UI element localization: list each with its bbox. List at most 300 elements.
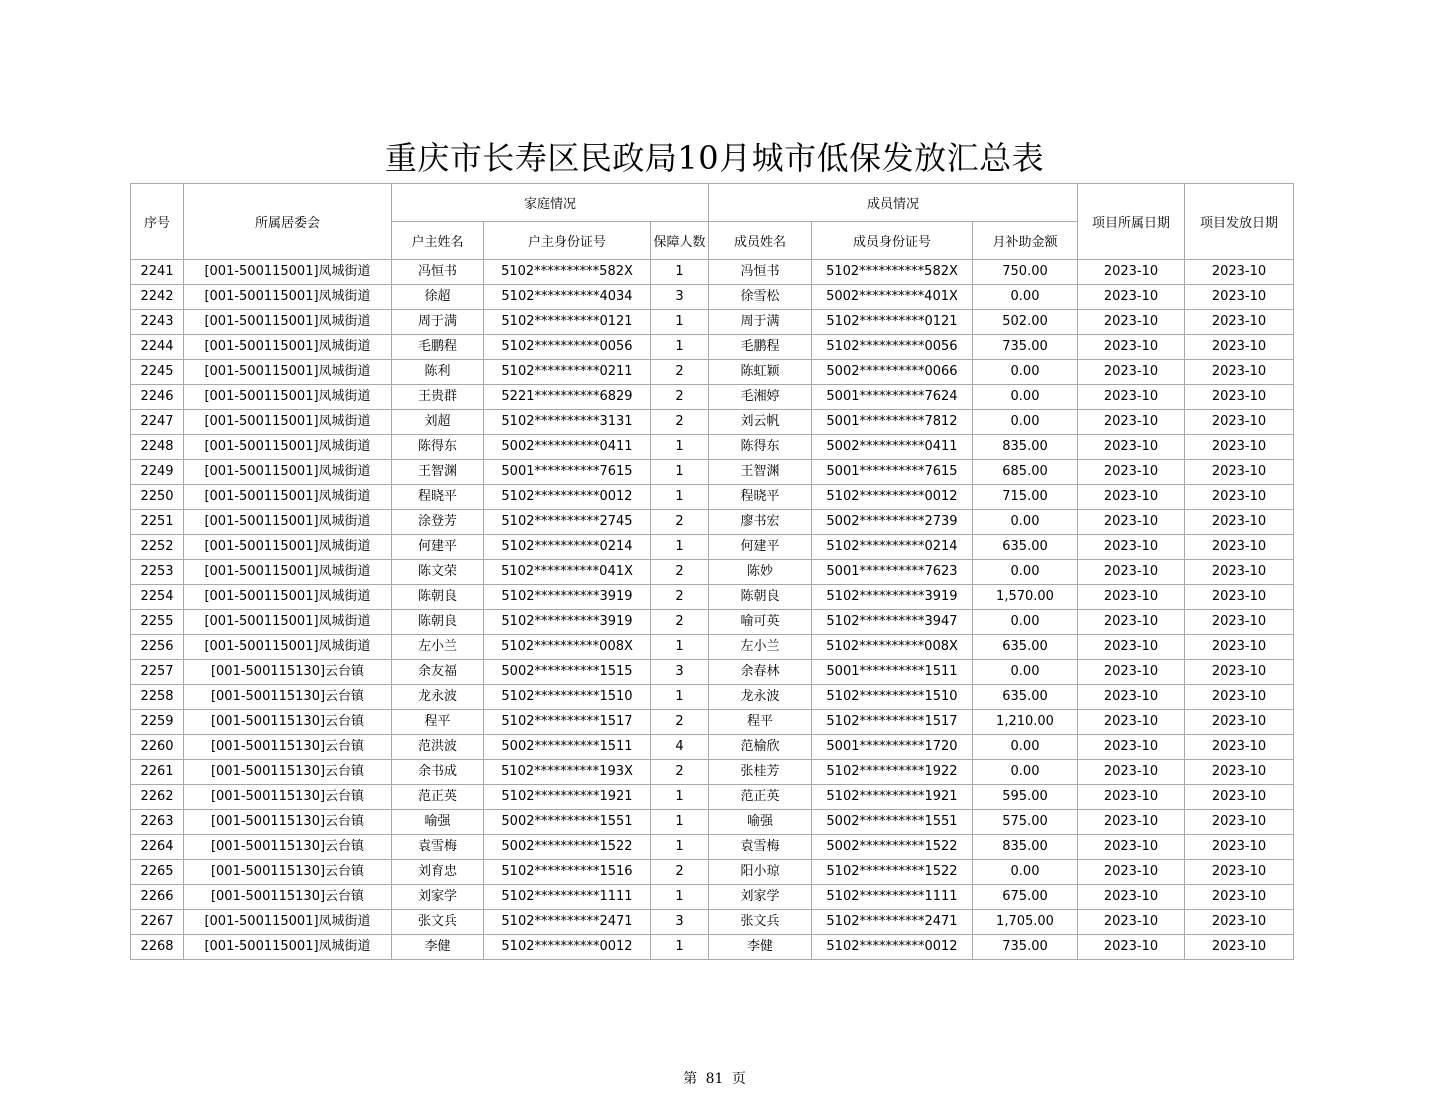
monthly-subsidy-cell: 1,705.00 [973, 910, 1078, 935]
member-name-cell: 冯恒书 [709, 260, 812, 285]
project-belong-date-cell: 2023-10 [1078, 685, 1185, 710]
committee-cell: [001-500115001]凤城街道 [184, 360, 392, 385]
head-name-cell: 陈文荣 [392, 560, 484, 585]
project-issue-date-cell: 2023-10 [1185, 360, 1294, 385]
head-id-cell: 5102**********2745 [484, 510, 651, 535]
header-seq: 序号 [131, 184, 184, 260]
member-id-cell: 5001**********7615 [812, 460, 973, 485]
project-issue-date-cell: 2023-10 [1185, 585, 1294, 610]
covered-count-cell: 2 [651, 385, 709, 410]
seq-cell: 2264 [131, 835, 184, 860]
head-id-cell: 5102**********0214 [484, 535, 651, 560]
head-name-cell: 范洪波 [392, 735, 484, 760]
project-issue-date-cell: 2023-10 [1185, 760, 1294, 785]
head-name-cell: 陈得东 [392, 435, 484, 460]
member-name-cell: 陈朝良 [709, 585, 812, 610]
covered-count-cell: 1 [651, 935, 709, 960]
project-belong-date-cell: 2023-10 [1078, 835, 1185, 860]
table-row [131, 760, 1294, 785]
monthly-subsidy-cell: 0.00 [973, 760, 1078, 785]
project-belong-date-cell: 2023-10 [1078, 635, 1185, 660]
head-name-cell: 陈朝良 [392, 610, 484, 635]
monthly-subsidy-cell: 735.00 [973, 335, 1078, 360]
header-committee: 所属居委会 [184, 184, 392, 260]
covered-count-cell: 1 [651, 460, 709, 485]
project-belong-date-cell: 2023-10 [1078, 535, 1185, 560]
project-issue-date-cell: 2023-10 [1185, 510, 1294, 535]
committee-cell: [001-500115001]凤城街道 [184, 510, 392, 535]
project-issue-date-cell: 2023-10 [1185, 385, 1294, 410]
head-id-cell: 5102**********3919 [484, 610, 651, 635]
member-id-cell: 5102**********0214 [812, 535, 973, 560]
seq-cell: 2263 [131, 810, 184, 835]
covered-count-cell: 1 [651, 535, 709, 560]
member-id-cell: 5102**********1522 [812, 860, 973, 885]
project-belong-date-cell: 2023-10 [1078, 510, 1185, 535]
committee-cell: [001-500115130]云台镇 [184, 810, 392, 835]
seq-cell: 2257 [131, 660, 184, 685]
header-member-group: 成员情况 [709, 184, 1078, 222]
seq-cell: 2258 [131, 685, 184, 710]
project-belong-date-cell: 2023-10 [1078, 860, 1185, 885]
member-name-cell: 张桂芳 [709, 760, 812, 785]
table-header [131, 184, 1294, 260]
project-belong-date-cell: 2023-10 [1078, 585, 1185, 610]
project-belong-date-cell: 2023-10 [1078, 710, 1185, 735]
member-id-cell: 5002**********2739 [812, 510, 973, 535]
seq-cell: 2245 [131, 360, 184, 385]
committee-cell: [001-500115130]云台镇 [184, 760, 392, 785]
seq-cell: 2260 [131, 735, 184, 760]
project-belong-date-cell: 2023-10 [1078, 460, 1185, 485]
project-issue-date-cell: 2023-10 [1185, 310, 1294, 335]
table-row [131, 535, 1294, 560]
monthly-subsidy-cell: 835.00 [973, 835, 1078, 860]
member-name-cell: 毛鹏程 [709, 335, 812, 360]
project-belong-date-cell: 2023-10 [1078, 735, 1185, 760]
seq-cell: 2252 [131, 535, 184, 560]
project-belong-date-cell: 2023-10 [1078, 885, 1185, 910]
head-id-cell: 5102**********041X [484, 560, 651, 585]
covered-count-cell: 1 [651, 310, 709, 335]
member-name-cell: 何建平 [709, 535, 812, 560]
head-id-cell: 5102**********582X [484, 260, 651, 285]
header-covered-count: 保障人数 [651, 222, 709, 260]
header-head-name: 户主姓名 [392, 222, 484, 260]
page-number: 第 81 页 [683, 1071, 746, 1087]
head-id-cell: 5102**********0012 [484, 935, 651, 960]
monthly-subsidy-cell: 0.00 [973, 285, 1078, 310]
covered-count-cell: 2 [651, 760, 709, 785]
project-issue-date-cell: 2023-10 [1185, 710, 1294, 735]
header-project-issue-date: 项目发放日期 [1185, 184, 1294, 260]
header-monthly-subsidy: 月补助金额 [973, 222, 1078, 260]
table-row [131, 835, 1294, 860]
covered-count-cell: 3 [651, 910, 709, 935]
monthly-subsidy-cell: 0.00 [973, 510, 1078, 535]
member-name-cell: 左小兰 [709, 635, 812, 660]
project-belong-date-cell: 2023-10 [1078, 935, 1185, 960]
committee-cell: [001-500115001]凤城街道 [184, 335, 392, 360]
project-issue-date-cell: 2023-10 [1185, 560, 1294, 585]
monthly-subsidy-cell: 635.00 [973, 535, 1078, 560]
committee-cell: [001-500115001]凤城街道 [184, 610, 392, 635]
member-id-cell: 5102**********2471 [812, 910, 973, 935]
table-row [131, 260, 1294, 285]
seq-cell: 2266 [131, 885, 184, 910]
committee-cell: [001-500115130]云台镇 [184, 885, 392, 910]
project-issue-date-cell: 2023-10 [1185, 685, 1294, 710]
committee-cell: [001-500115001]凤城街道 [184, 460, 392, 485]
member-id-cell: 5001**********1720 [812, 735, 973, 760]
head-name-cell: 喻强 [392, 810, 484, 835]
monthly-subsidy-cell: 835.00 [973, 435, 1078, 460]
committee-cell: [001-500115130]云台镇 [184, 660, 392, 685]
table-row [131, 885, 1294, 910]
head-name-cell: 涂登芳 [392, 510, 484, 535]
member-id-cell: 5102**********582X [812, 260, 973, 285]
covered-count-cell: 3 [651, 660, 709, 685]
member-name-cell: 廖书宏 [709, 510, 812, 535]
head-id-cell: 5002**********1511 [484, 735, 651, 760]
seq-cell: 2242 [131, 285, 184, 310]
seq-cell: 2268 [131, 935, 184, 960]
member-id-cell: 5002**********0411 [812, 435, 973, 460]
covered-count-cell: 2 [651, 710, 709, 735]
covered-count-cell: 2 [651, 560, 709, 585]
covered-count-cell: 1 [651, 335, 709, 360]
member-id-cell: 5102**********0012 [812, 485, 973, 510]
seq-cell: 2262 [131, 785, 184, 810]
seq-cell: 2244 [131, 335, 184, 360]
member-id-cell: 5001**********1511 [812, 660, 973, 685]
member-id-cell: 5002**********1522 [812, 835, 973, 860]
head-id-cell: 5102**********1517 [484, 710, 651, 735]
project-belong-date-cell: 2023-10 [1078, 435, 1185, 460]
table-row [131, 385, 1294, 410]
subsidy-summary-table [130, 183, 1294, 960]
project-belong-date-cell: 2023-10 [1078, 485, 1185, 510]
project-belong-date-cell: 2023-10 [1078, 260, 1185, 285]
covered-count-cell: 2 [651, 410, 709, 435]
committee-cell: [001-500115001]凤城街道 [184, 910, 392, 935]
member-name-cell: 李健 [709, 935, 812, 960]
covered-count-cell: 1 [651, 635, 709, 660]
head-name-cell: 周于满 [392, 310, 484, 335]
head-name-cell: 冯恒书 [392, 260, 484, 285]
table-row [131, 485, 1294, 510]
covered-count-cell: 1 [651, 685, 709, 710]
covered-count-cell: 2 [651, 510, 709, 535]
member-id-cell: 5102**********0056 [812, 335, 973, 360]
monthly-subsidy-cell: 735.00 [973, 935, 1078, 960]
project-belong-date-cell: 2023-10 [1078, 910, 1185, 935]
committee-cell: [001-500115001]凤城街道 [184, 635, 392, 660]
project-issue-date-cell: 2023-10 [1185, 610, 1294, 635]
project-issue-date-cell: 2023-10 [1185, 460, 1294, 485]
table-row [131, 335, 1294, 360]
head-name-cell: 徐超 [392, 285, 484, 310]
head-id-cell: 5102**********1921 [484, 785, 651, 810]
member-name-cell: 张文兵 [709, 910, 812, 935]
monthly-subsidy-cell: 0.00 [973, 360, 1078, 385]
table-row [131, 310, 1294, 335]
project-belong-date-cell: 2023-10 [1078, 360, 1185, 385]
project-belong-date-cell: 2023-10 [1078, 785, 1185, 810]
head-id-cell: 5102**********1516 [484, 860, 651, 885]
table-row [131, 735, 1294, 760]
member-id-cell: 5102**********1111 [812, 885, 973, 910]
member-id-cell: 5102**********1517 [812, 710, 973, 735]
member-id-cell: 5001**********7624 [812, 385, 973, 410]
member-id-cell: 5102**********1510 [812, 685, 973, 710]
page-title: 重庆市长寿区民政局10月城市低保发放汇总表 [384, 139, 1045, 177]
project-belong-date-cell: 2023-10 [1078, 760, 1185, 785]
monthly-subsidy-cell: 0.00 [973, 860, 1078, 885]
project-belong-date-cell: 2023-10 [1078, 660, 1185, 685]
seq-cell: 2255 [131, 610, 184, 635]
member-name-cell: 范正英 [709, 785, 812, 810]
monthly-subsidy-cell: 675.00 [973, 885, 1078, 910]
table-row [131, 435, 1294, 460]
head-id-cell: 5001**********7615 [484, 460, 651, 485]
monthly-subsidy-cell: 0.00 [973, 735, 1078, 760]
covered-count-cell: 4 [651, 735, 709, 760]
head-name-cell: 张文兵 [392, 910, 484, 935]
member-id-cell: 5102**********0121 [812, 310, 973, 335]
member-name-cell: 周于满 [709, 310, 812, 335]
table-row [131, 560, 1294, 585]
table-row [131, 910, 1294, 935]
project-issue-date-cell: 2023-10 [1185, 335, 1294, 360]
project-belong-date-cell: 2023-10 [1078, 810, 1185, 835]
project-belong-date-cell: 2023-10 [1078, 385, 1185, 410]
covered-count-cell: 1 [651, 260, 709, 285]
member-name-cell: 龙永波 [709, 685, 812, 710]
monthly-subsidy-cell: 685.00 [973, 460, 1078, 485]
member-id-cell: 5102**********1921 [812, 785, 973, 810]
table-row [131, 935, 1294, 960]
project-issue-date-cell: 2023-10 [1185, 635, 1294, 660]
member-name-cell: 喻可英 [709, 610, 812, 635]
covered-count-cell: 3 [651, 285, 709, 310]
committee-cell: [001-500115001]凤城街道 [184, 310, 392, 335]
table-row [131, 360, 1294, 385]
covered-count-cell: 1 [651, 835, 709, 860]
head-name-cell: 李健 [392, 935, 484, 960]
table-row [131, 660, 1294, 685]
member-name-cell: 刘家学 [709, 885, 812, 910]
member-name-cell: 王智渊 [709, 460, 812, 485]
monthly-subsidy-cell: 1,570.00 [973, 585, 1078, 610]
table-row [131, 810, 1294, 835]
committee-cell: [001-500115001]凤城街道 [184, 485, 392, 510]
project-issue-date-cell: 2023-10 [1185, 260, 1294, 285]
head-id-cell: 5002**********1551 [484, 810, 651, 835]
covered-count-cell: 2 [651, 860, 709, 885]
seq-cell: 2246 [131, 385, 184, 410]
project-belong-date-cell: 2023-10 [1078, 610, 1185, 635]
project-belong-date-cell: 2023-10 [1078, 285, 1185, 310]
project-issue-date-cell: 2023-10 [1185, 735, 1294, 760]
project-issue-date-cell: 2023-10 [1185, 660, 1294, 685]
committee-cell: [001-500115001]凤城街道 [184, 585, 392, 610]
table-row [131, 585, 1294, 610]
member-id-cell: 5102**********0012 [812, 935, 973, 960]
committee-cell: [001-500115130]云台镇 [184, 785, 392, 810]
committee-cell: [001-500115001]凤城街道 [184, 410, 392, 435]
member-id-cell: 5102**********3919 [812, 585, 973, 610]
committee-cell: [001-500115001]凤城街道 [184, 435, 392, 460]
project-issue-date-cell: 2023-10 [1185, 910, 1294, 935]
seq-cell: 2256 [131, 635, 184, 660]
member-name-cell: 袁雪梅 [709, 835, 812, 860]
seq-cell: 2254 [131, 585, 184, 610]
member-name-cell: 阳小琼 [709, 860, 812, 885]
member-id-cell: 5102**********3947 [812, 610, 973, 635]
head-name-cell: 范正英 [392, 785, 484, 810]
committee-cell: [001-500115001]凤城街道 [184, 385, 392, 410]
project-issue-date-cell: 2023-10 [1185, 860, 1294, 885]
monthly-subsidy-cell: 0.00 [973, 660, 1078, 685]
monthly-subsidy-cell: 0.00 [973, 385, 1078, 410]
table-row [131, 610, 1294, 635]
head-name-cell: 袁雪梅 [392, 835, 484, 860]
member-name-cell: 刘云帆 [709, 410, 812, 435]
covered-count-cell: 1 [651, 485, 709, 510]
head-name-cell: 何建平 [392, 535, 484, 560]
seq-cell: 2267 [131, 910, 184, 935]
monthly-subsidy-cell: 502.00 [973, 310, 1078, 335]
project-issue-date-cell: 2023-10 [1185, 410, 1294, 435]
covered-count-cell: 1 [651, 810, 709, 835]
seq-cell: 2243 [131, 310, 184, 335]
monthly-subsidy-cell: 1,210.00 [973, 710, 1078, 735]
seq-cell: 2247 [131, 410, 184, 435]
member-id-cell: 5002**********401X [812, 285, 973, 310]
seq-cell: 2253 [131, 560, 184, 585]
monthly-subsidy-cell: 0.00 [973, 410, 1078, 435]
table-row [131, 860, 1294, 885]
head-id-cell: 5102**********4034 [484, 285, 651, 310]
member-name-cell: 徐雪松 [709, 285, 812, 310]
head-id-cell: 5102**********008X [484, 635, 651, 660]
head-name-cell: 刘家学 [392, 885, 484, 910]
table-row [131, 710, 1294, 735]
covered-count-cell: 1 [651, 785, 709, 810]
project-issue-date-cell: 2023-10 [1185, 285, 1294, 310]
head-id-cell: 5002**********0411 [484, 435, 651, 460]
seq-cell: 2250 [131, 485, 184, 510]
covered-count-cell: 1 [651, 435, 709, 460]
member-name-cell: 程平 [709, 710, 812, 735]
project-issue-date-cell: 2023-10 [1185, 885, 1294, 910]
monthly-subsidy-cell: 715.00 [973, 485, 1078, 510]
table-row [131, 685, 1294, 710]
head-id-cell: 5002**********1515 [484, 660, 651, 685]
header-member-name: 成员姓名 [709, 222, 812, 260]
member-id-cell: 5102**********1922 [812, 760, 973, 785]
monthly-subsidy-cell: 635.00 [973, 685, 1078, 710]
project-issue-date-cell: 2023-10 [1185, 785, 1294, 810]
committee-cell: [001-500115130]云台镇 [184, 735, 392, 760]
project-issue-date-cell: 2023-10 [1185, 810, 1294, 835]
committee-cell: [001-500115130]云台镇 [184, 835, 392, 860]
covered-count-cell: 1 [651, 885, 709, 910]
head-name-cell: 左小兰 [392, 635, 484, 660]
monthly-subsidy-cell: 750.00 [973, 260, 1078, 285]
seq-cell: 2248 [131, 435, 184, 460]
project-belong-date-cell: 2023-10 [1078, 335, 1185, 360]
committee-cell: [001-500115001]凤城街道 [184, 285, 392, 310]
committee-cell: [001-500115130]云台镇 [184, 685, 392, 710]
project-issue-date-cell: 2023-10 [1185, 485, 1294, 510]
member-id-cell: 5002**********1551 [812, 810, 973, 835]
head-name-cell: 陈朝良 [392, 585, 484, 610]
table-row [131, 510, 1294, 535]
table-row [131, 785, 1294, 810]
project-belong-date-cell: 2023-10 [1078, 410, 1185, 435]
project-belong-date-cell: 2023-10 [1078, 560, 1185, 585]
covered-count-cell: 2 [651, 585, 709, 610]
header-family-group: 家庭情况 [392, 184, 709, 222]
header-project-belong-date: 项目所属日期 [1078, 184, 1185, 260]
member-id-cell: 5002**********0066 [812, 360, 973, 385]
seq-cell: 2241 [131, 260, 184, 285]
header-member-id: 成员身份证号 [812, 222, 973, 260]
monthly-subsidy-cell: 575.00 [973, 810, 1078, 835]
head-name-cell: 龙永波 [392, 685, 484, 710]
project-belong-date-cell: 2023-10 [1078, 310, 1185, 335]
committee-cell: [001-500115001]凤城街道 [184, 560, 392, 585]
head-id-cell: 5102**********0012 [484, 485, 651, 510]
head-name-cell: 毛鹏程 [392, 335, 484, 360]
head-name-cell: 王智渊 [392, 460, 484, 485]
project-issue-date-cell: 2023-10 [1185, 435, 1294, 460]
head-id-cell: 5102**********193X [484, 760, 651, 785]
head-name-cell: 陈利 [392, 360, 484, 385]
member-id-cell: 5102**********008X [812, 635, 973, 660]
seq-cell: 2265 [131, 860, 184, 885]
head-id-cell: 5102**********2471 [484, 910, 651, 935]
member-name-cell: 范榆欣 [709, 735, 812, 760]
table-row [131, 410, 1294, 435]
head-id-cell: 5102**********1510 [484, 685, 651, 710]
seq-cell: 2251 [131, 510, 184, 535]
header-head-id: 户主身份证号 [484, 222, 651, 260]
head-id-cell: 5102**********0211 [484, 360, 651, 385]
seq-cell: 2259 [131, 710, 184, 735]
head-name-cell: 余友福 [392, 660, 484, 685]
member-name-cell: 程晓平 [709, 485, 812, 510]
seq-cell: 2261 [131, 760, 184, 785]
member-name-cell: 喻强 [709, 810, 812, 835]
head-name-cell: 程平 [392, 710, 484, 735]
table-body [131, 260, 1294, 960]
committee-cell: [001-500115001]凤城街道 [184, 535, 392, 560]
committee-cell: [001-500115001]凤城街道 [184, 260, 392, 285]
member-id-cell: 5001**********7812 [812, 410, 973, 435]
head-name-cell: 王贵群 [392, 385, 484, 410]
project-issue-date-cell: 2023-10 [1185, 935, 1294, 960]
project-issue-date-cell: 2023-10 [1185, 535, 1294, 560]
head-id-cell: 5102**********0056 [484, 335, 651, 360]
covered-count-cell: 2 [651, 610, 709, 635]
member-name-cell: 陈妙 [709, 560, 812, 585]
monthly-subsidy-cell: 0.00 [973, 560, 1078, 585]
member-id-cell: 5001**********7623 [812, 560, 973, 585]
table-row [131, 285, 1294, 310]
